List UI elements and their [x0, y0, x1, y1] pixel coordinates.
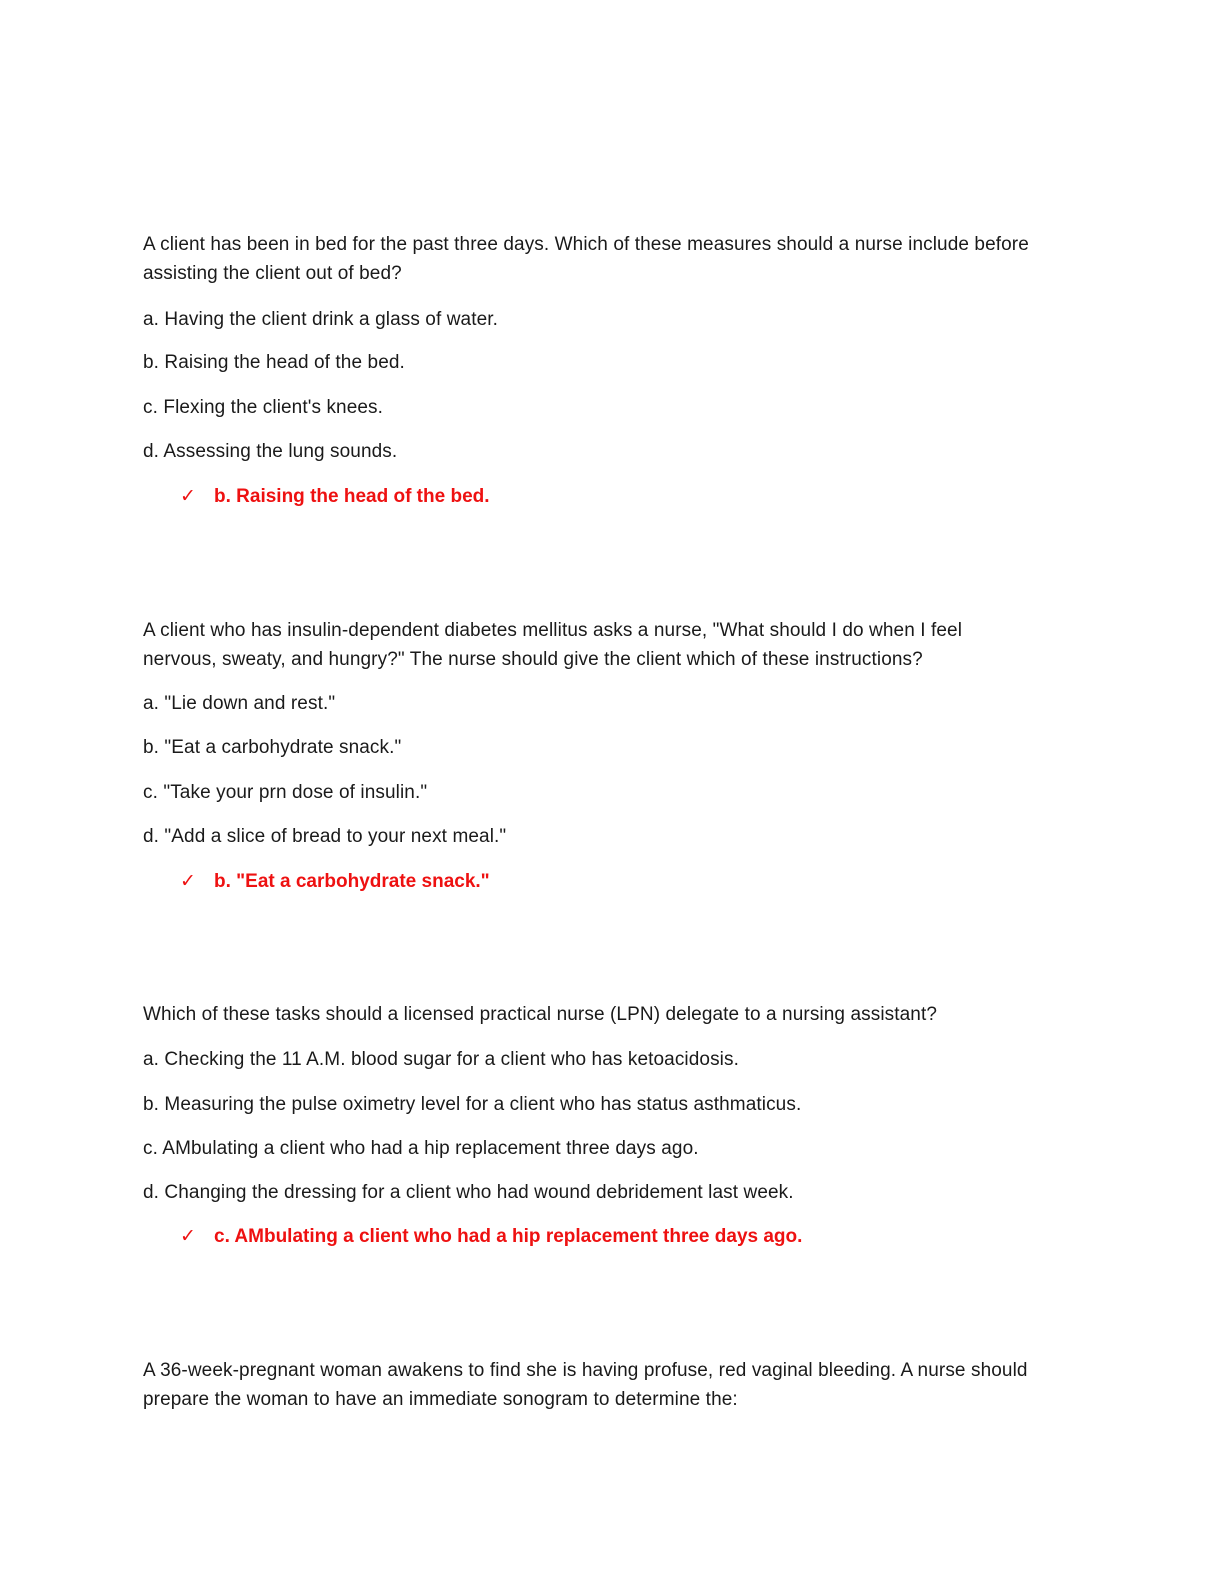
question-4-stem-line-1: A 36-week-pregnant woman awakens to find she is having profuse, red vaginal bleeding. A nurse should	[143, 1360, 1028, 1381]
question-2-option-b: b. "Eat a carbohydrate snack."	[143, 737, 402, 758]
question-3-answer-text: c. AMbulating a client who had a hip replacement three days ago.	[214, 1226, 803, 1247]
question-1-answer-text: b. Raising the head of the bed.	[214, 486, 490, 507]
question-2-answer	[180, 868, 490, 896]
question-2-answer-text: b. "Eat a carbohydrate snack."	[214, 871, 490, 892]
question-3-answer	[180, 1223, 802, 1251]
question-1-stem-line-2: assisting the client out of bed?	[143, 263, 402, 284]
question-3-option-a: a. Checking the 11 A.M. blood sugar for a client who has ketoacidosis.	[143, 1049, 739, 1070]
question-1-option-c: c. Flexing the client's knees.	[143, 397, 384, 418]
question-2-option-a: a. "Lie down and rest."	[143, 693, 336, 714]
question-3-stem-line-1: Which of these tasks should a licensed practical nurse (LPN) delegate to a nursing assistant?	[143, 1004, 937, 1025]
question-1-answer	[180, 483, 490, 511]
question-3-option-d: d. Changing the dressing for a client who had wound debridement last week.	[143, 1182, 794, 1203]
question-2-option-d: d. "Add a slice of bread to your next meal."	[143, 826, 507, 847]
question-1-option-b: b. Raising the head of the bed.	[143, 352, 405, 373]
question-2-option-c: c. "Take your prn dose of insulin."	[143, 782, 428, 803]
question-1-option-d: d. Assessing the lung sounds.	[143, 441, 398, 462]
check-mark-icon: ✓	[180, 486, 196, 507]
question-1-option-a: a. Having the client drink a glass of water.	[143, 309, 499, 330]
question-1-stem-line-1: A client has been in bed for the past three days. Which of these measures should a nurse include before	[143, 234, 1029, 255]
question-3-option-c: c. AMbulating a client who had a hip replacement three days ago.	[143, 1138, 699, 1159]
question-4-stem-line-2: prepare the woman to have an immediate sonogram to determine the:	[143, 1389, 738, 1410]
question-2-stem-line-2: nervous, sweaty, and hungry?" The nurse should give the client which of these instructions?	[143, 649, 923, 670]
question-3-option-b: b. Measuring the pulse oximetry level for a client who has status asthmaticus.	[143, 1094, 802, 1115]
question-2-stem-line-1: A client who has insulin-dependent diabetes mellitus asks a nurse, "What should I do when I feel	[143, 620, 963, 641]
check-mark-icon: ✓	[180, 1226, 196, 1247]
check-mark-icon: ✓	[180, 871, 196, 892]
